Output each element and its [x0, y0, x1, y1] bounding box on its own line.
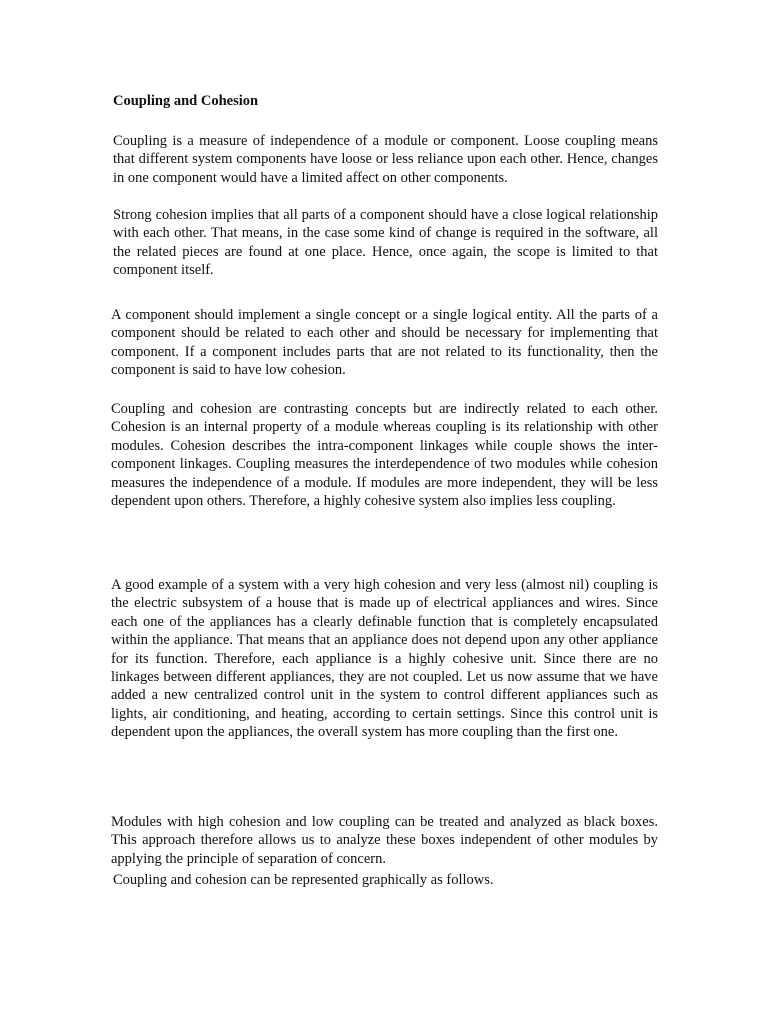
document-title: Coupling and Cohesion — [113, 93, 259, 109]
paragraph-coupling-definition: Coupling is a measure of independence of a module or component. Loose coupling means that different system components have loose or less reliance upon each other. Hence, changes in one component would have a limited affect on other components. — [113, 133, 658, 186]
paragraph-electric-example: A good example of a system with a very high cohesion and very less (almost nil) coupling is the electric subsystem of a house that is made up of electrical appliances and wires. Since each one of the appliances has a clearly definable function that is completely encapsulated within the appliance. That means that an appliance does not depend upon any other appliance for its function. Therefore, each appliance is a highly cohesive unit. Since there are no linkages between different appliances, they are not coupled. Let us now assume that we have added a new centralized control unit in the system to control different appliances such as lights, air conditioning, and heating, according to certain settings. Since this control unit is dependent upon the appliances, the overall system has more coupling than the first one. — [111, 577, 658, 741]
paragraph-graphical-representation: Coupling and cohesion can be represented graphically as follows. — [113, 872, 494, 888]
paragraph-strong-cohesion: Strong cohesion implies that all parts of a component should have a close logical relationship with each other. That means, in the case some kind of change is required in the software, all the related pieces are found at one place. Hence, once again, the scope is limited to that component itself. — [113, 207, 658, 279]
paragraph-black-boxes: Modules with high cohesion and low coupling can be treated and analyzed as black boxes. This approach therefore allows us to analyze these boxes independent of other modules by applying the principle of separation of concern. — [111, 814, 658, 867]
paragraph-component-concept: A component should implement a single concept or a single logical entity. All the parts of a component should be related to each other and should be necessary for implementing that component. If a component includes parts that are not related to its functionality, then the component is said to have low cohesion. — [111, 307, 658, 379]
paragraph-contrasting-concepts: Coupling and cohesion are contrasting concepts but are indirectly related to each other. Cohesion is an internal property of a module whereas coupling is its relationship with other modules. Cohesion describes the intra-component linkages while couple shows the inter-component linkages. Coupling measures the interdependence of two modules while cohesion measures the independence of a module. If modules are more independent, they will be less dependent upon others. Therefore, a highly cohesive system also implies less coupling. — [111, 401, 658, 510]
